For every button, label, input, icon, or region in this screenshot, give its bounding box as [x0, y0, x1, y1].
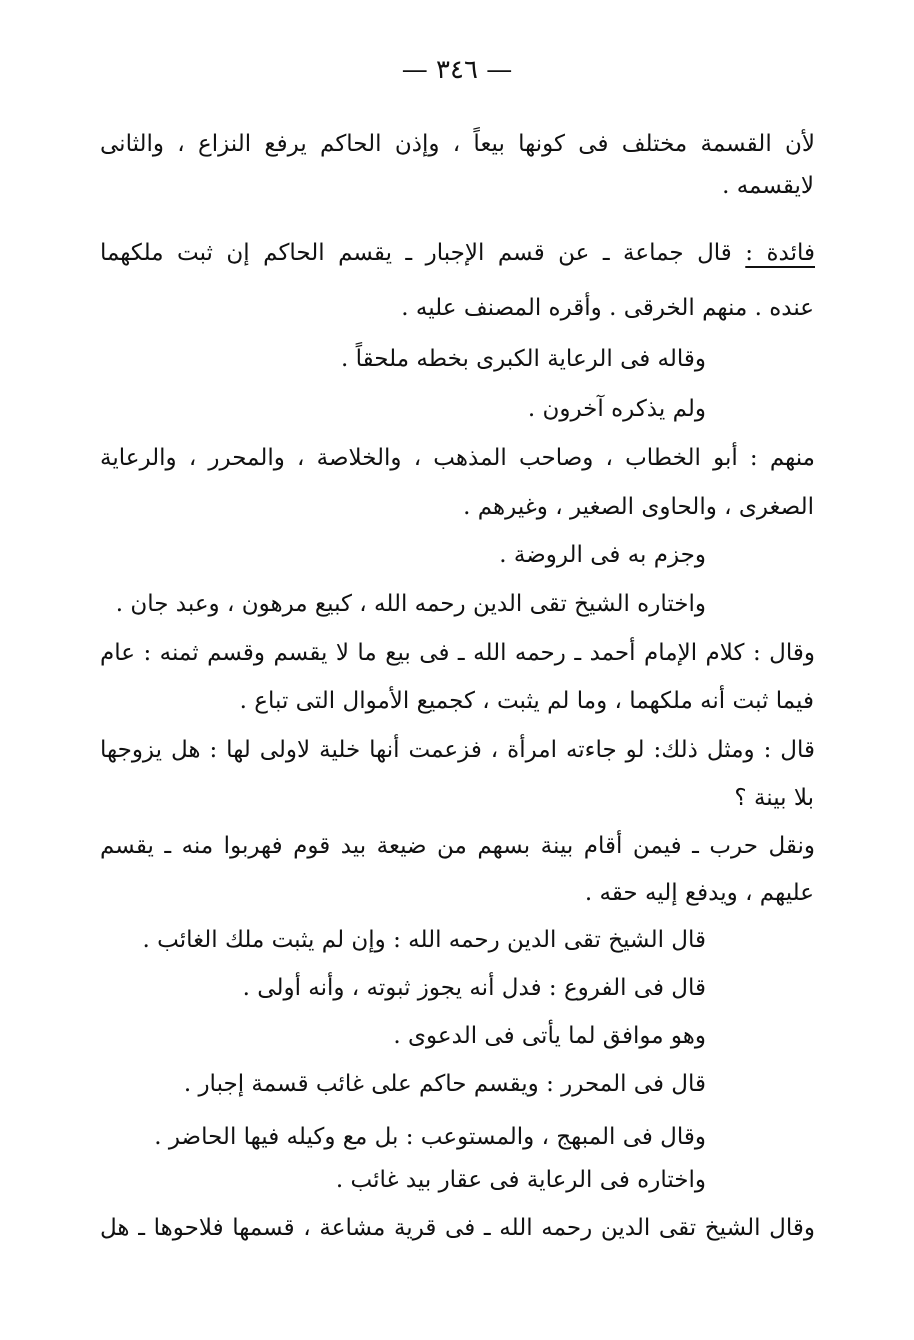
- text-line: واختاره الشيخ تقى الدين رحمه الله ، كبيع مرهون ، وعبد جان .: [115, 591, 706, 617]
- text-line: وقاله فى الرعاية الكبرى بخطه ملحقاً .: [341, 346, 706, 372]
- text-line: وقال الشيخ تقى الدين رحمه الله ـ فى قرية مشاعة ، قسمها فلاحوها ـ هل: [100, 1215, 815, 1241]
- text-line: بلا بينة ؟: [734, 785, 814, 811]
- fawaid-label: فائدة :: [745, 240, 815, 266]
- text-line: وهو موافق لما يأتى فى الدعوى .: [393, 1023, 706, 1049]
- text-line: فيما ثبت أنه ملكهما ، وما لم يثبت ، كجميع الأموال التى تباع .: [239, 688, 814, 714]
- text-line: وجزم به فى الروضة .: [499, 542, 706, 568]
- text-line: ونقل حرب ـ فيمن أقام بينة بسهم من ضيعة بيد قوم فهربوا منه ـ يقسم: [100, 833, 815, 859]
- text-line: وقال فى المبهج ، والمستوعب : بل مع وكيله فيها الحاضر .: [154, 1124, 706, 1150]
- text-line: لايقسمه .: [722, 173, 814, 199]
- text-line: لأن القسمة مختلف فى كونها بيعاً ، وإذن الحاكم يرفع النزاع ، والثانى: [100, 131, 815, 157]
- text-line: منهم : أبو الخطاب ، وصاحب المذهب ، والخلاصة ، والمحرر ، والرعاية: [100, 445, 815, 471]
- text-line: قال : ومثل ذلك: لو جاءته امرأة ، فزعمت أنها خلية لاولى لها : هل يزوجها: [100, 737, 815, 763]
- text-line: الصغرى ، والحاوى الصغير ، وغيرهم .: [463, 494, 814, 520]
- text-line: ولم يذكره آخرون .: [527, 396, 706, 422]
- text-line: وقال : كلام الإمام أحمد ـ رحمه الله ـ فى بيع ما لا يقسم وقسم ثمنه : عام: [100, 640, 815, 666]
- text-line-body: قال جماعة ـ عن قسم الإجبار ـ يقسم الحاكم إن ثبت ملكهما: [100, 240, 732, 266]
- page-number: — ٣٤٦ —: [401, 55, 513, 85]
- text-line-paragraph-start: [100, 233, 815, 273]
- text-line: قال فى الفروع : فدل أنه يجوز ثبوته ، وأنه أولى .: [242, 975, 706, 1001]
- text-line: عنده . منهم الخرقى . وأقره المصنف عليه .: [401, 295, 814, 321]
- text-line: قال الشيخ تقى الدين رحمه الله : وإن لم يثبت ملك الغائب .: [142, 927, 706, 953]
- text-line: عليهم ، ويدفع إليه حقه .: [584, 880, 814, 906]
- text-line: قال فى المحرر : ويقسم حاكم على غائب قسمة إجبار .: [183, 1071, 706, 1097]
- text-line: واختاره فى الرعاية فى عقار بيد غائب .: [335, 1167, 706, 1193]
